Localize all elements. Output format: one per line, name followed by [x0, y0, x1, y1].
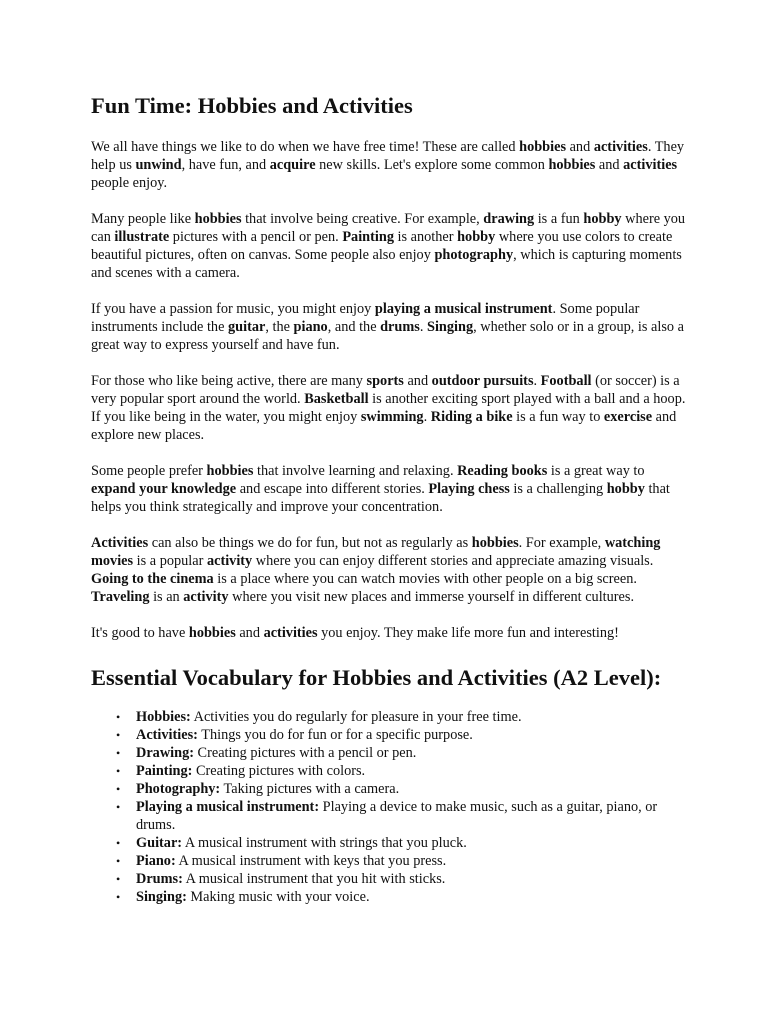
bold-term: guitar — [228, 319, 266, 335]
vocab-term: Playing a musical instrument: — [136, 799, 320, 815]
vocabulary-heading: Essential Vocabulary for Hobbies and Activities (A2 Level): — [91, 665, 662, 690]
bold-term: hobbies — [519, 139, 567, 155]
list-item — [116, 780, 691, 798]
document-page — [91, 92, 691, 906]
text-run: Many people like — [91, 211, 195, 227]
paragraph — [91, 210, 691, 282]
vocab-definition: A musical instrument with strings that you pluck. — [182, 835, 467, 851]
bold-term: activities — [623, 157, 678, 173]
bold-term: expand your knowledge — [91, 481, 237, 497]
bold-term: sports — [366, 373, 404, 389]
text-run: where you use colors to create beautiful pictures, often on canvas. Some people also enjoy — [91, 229, 673, 263]
list-item — [116, 852, 691, 870]
text-run: is a great way to — [547, 463, 645, 479]
text-run: where you can — [91, 211, 686, 245]
bullet-icon: • — [116, 890, 121, 904]
text-run: is a popular — [133, 553, 207, 569]
text-run: , have fun, and — [181, 157, 270, 173]
bold-term: Singing — [427, 319, 474, 335]
article-body — [91, 138, 691, 642]
bold-term: Basketball — [304, 391, 369, 407]
bold-term: playing a musical instrument — [374, 301, 553, 317]
bold-term: hobby — [457, 229, 496, 245]
text-run: that involve learning and relaxing. — [253, 463, 458, 479]
vocabulary-list — [91, 708, 691, 906]
vocab-term: Activities: — [136, 727, 198, 743]
bold-term: Going to the cinema — [91, 571, 214, 587]
text-run: that helps you think strategically and improve your concentration. — [91, 481, 670, 515]
text-run: Some people prefer — [91, 463, 207, 479]
list-item — [116, 798, 691, 834]
bold-term: hobbies — [194, 211, 242, 227]
list-item — [116, 762, 691, 780]
text-run: , and the — [327, 319, 381, 335]
bold-term: activity — [206, 553, 253, 569]
vocab-definition: Making music with your voice. — [186, 889, 370, 905]
bold-term: hobbies — [188, 625, 236, 641]
text-run: and — [595, 157, 624, 173]
vocab-term: Guitar: — [136, 835, 183, 851]
vocab-definition: Playing a device to make music, such as a guitar, piano, or drums. — [136, 799, 658, 833]
bold-term: Football — [540, 373, 592, 389]
text-run: If you have a passion for music, you might enjoy — [91, 301, 375, 317]
vocab-term: Painting: — [136, 763, 193, 779]
text-run: (or soccer) is a very popular sport around the world. — [91, 373, 680, 407]
bold-term: outdoor pursuits — [431, 373, 534, 389]
page-title: Fun Time: Hobbies and Activities — [91, 93, 413, 118]
text-run: . — [423, 409, 431, 425]
text-run: new skills. Let's explore some common — [315, 157, 549, 173]
vocab-definition: Things you do for fun or for a specific purpose. — [197, 727, 473, 743]
paragraph — [91, 624, 691, 642]
text-run: can also be things we do for fun, but not as regularly as — [148, 535, 472, 551]
bold-term: watching movies — [91, 535, 661, 569]
bold-term: acquire — [269, 157, 316, 173]
bold-term: activity — [183, 589, 229, 605]
vocab-term: Piano: — [136, 853, 176, 869]
vocab-definition: Creating pictures with colors. — [192, 763, 366, 779]
bold-term: activities — [593, 139, 648, 155]
bold-term: Traveling — [91, 589, 150, 605]
bold-term: hobbies — [471, 535, 519, 551]
bold-term: hobbies — [548, 157, 596, 173]
bold-term: Painting — [342, 229, 394, 245]
paragraph — [91, 138, 691, 192]
text-run: For those who like being active, there are many — [91, 373, 367, 389]
text-run: is a place where you can watch movies with other people on a big screen. — [213, 571, 637, 587]
text-run: is a challenging — [509, 481, 607, 497]
text-run: is another exciting sport played with a ball and a hoop. If you like being in the water, you might enjoy — [91, 391, 686, 425]
list-item — [116, 744, 691, 762]
bullet-icon: • — [116, 710, 121, 724]
bold-term: photography — [434, 247, 514, 263]
paragraph — [91, 372, 691, 444]
text-run: you enjoy. They make life more fun and interesting! — [317, 625, 619, 641]
bold-term: unwind — [135, 157, 182, 173]
bold-term: Activities — [91, 535, 149, 551]
text-run: . — [533, 373, 541, 389]
text-run: . They help us — [91, 139, 685, 173]
text-run: and — [403, 373, 432, 389]
paragraph — [91, 534, 691, 606]
bold-term: exercise — [603, 409, 653, 425]
vocab-term: Drawing: — [136, 745, 194, 761]
bullet-icon: • — [116, 728, 121, 742]
text-run: where you can enjoy different stories and appreciate amazing visuals. — [252, 553, 654, 569]
bullet-icon: • — [116, 746, 121, 760]
text-run: is a fun — [534, 211, 584, 227]
text-run: is a fun way to — [512, 409, 604, 425]
text-run: We all have things we like to do when we have free time! These are called — [91, 139, 520, 155]
vocab-definition: A musical instrument that you hit with sticks. — [182, 871, 446, 887]
bullet-icon: • — [116, 764, 121, 778]
vocab-definition: Creating pictures with a pencil or pen. — [193, 745, 417, 761]
bold-term: hobby — [606, 481, 645, 497]
bold-term: Riding a bike — [430, 409, 513, 425]
bold-term: activities — [263, 625, 318, 641]
text-run: , the — [265, 319, 294, 335]
text-run: that involve being creative. For example, — [241, 211, 484, 227]
vocab-term: Photography: — [136, 781, 221, 797]
text-run: where you visit new places and immerse yourself in different cultures. — [228, 589, 635, 605]
text-run: , which is capturing moments and scenes with a camera. — [91, 247, 682, 281]
text-run: and explore new places. — [91, 409, 677, 443]
bullet-icon: • — [116, 872, 121, 886]
bold-term: drums — [380, 319, 420, 335]
text-run: . Some popular instruments include the — [91, 301, 640, 335]
text-run: people enjoy. — [91, 175, 168, 191]
bullet-icon: • — [116, 854, 121, 868]
bold-term: Reading books — [457, 463, 548, 479]
paragraph — [91, 300, 691, 354]
text-run: . For example, — [518, 535, 605, 551]
list-item — [116, 708, 691, 726]
text-run: It's good to have — [91, 625, 189, 641]
bold-term: swimming — [360, 409, 424, 425]
bold-term: hobby — [583, 211, 622, 227]
text-run: and — [235, 625, 264, 641]
text-run: pictures with a pencil or pen. — [169, 229, 343, 245]
text-run: and escape into different stories. — [236, 481, 429, 497]
vocab-definition: Activities you do regularly for pleasure in your free time. — [190, 709, 522, 725]
text-run: is another — [393, 229, 458, 245]
bold-term: illustrate — [114, 229, 170, 245]
bold-term: drawing — [483, 211, 535, 227]
bullet-icon: • — [116, 836, 121, 850]
vocab-term: Hobbies: — [136, 709, 191, 725]
bullet-icon: • — [116, 800, 121, 814]
bold-term: piano — [293, 319, 328, 335]
list-item — [116, 870, 691, 888]
list-item — [116, 834, 691, 852]
text-run: is an — [149, 589, 184, 605]
text-run: , whether solo or in a group, is also a great way to express yourself and have fun. — [91, 319, 684, 353]
vocab-definition: Taking pictures with a camera. — [220, 781, 400, 797]
bold-term: hobbies — [206, 463, 254, 479]
list-item — [116, 888, 691, 906]
text-run: and — [566, 139, 594, 155]
paragraph — [91, 462, 691, 516]
text-run: . — [419, 319, 427, 335]
bold-term: Playing chess — [428, 481, 510, 497]
bullet-icon: • — [116, 782, 121, 796]
vocab-term: Singing: — [136, 889, 187, 905]
vocab-term: Drums: — [136, 871, 183, 887]
list-item — [116, 726, 691, 744]
vocab-definition: A musical instrument with keys that you press. — [175, 853, 447, 869]
